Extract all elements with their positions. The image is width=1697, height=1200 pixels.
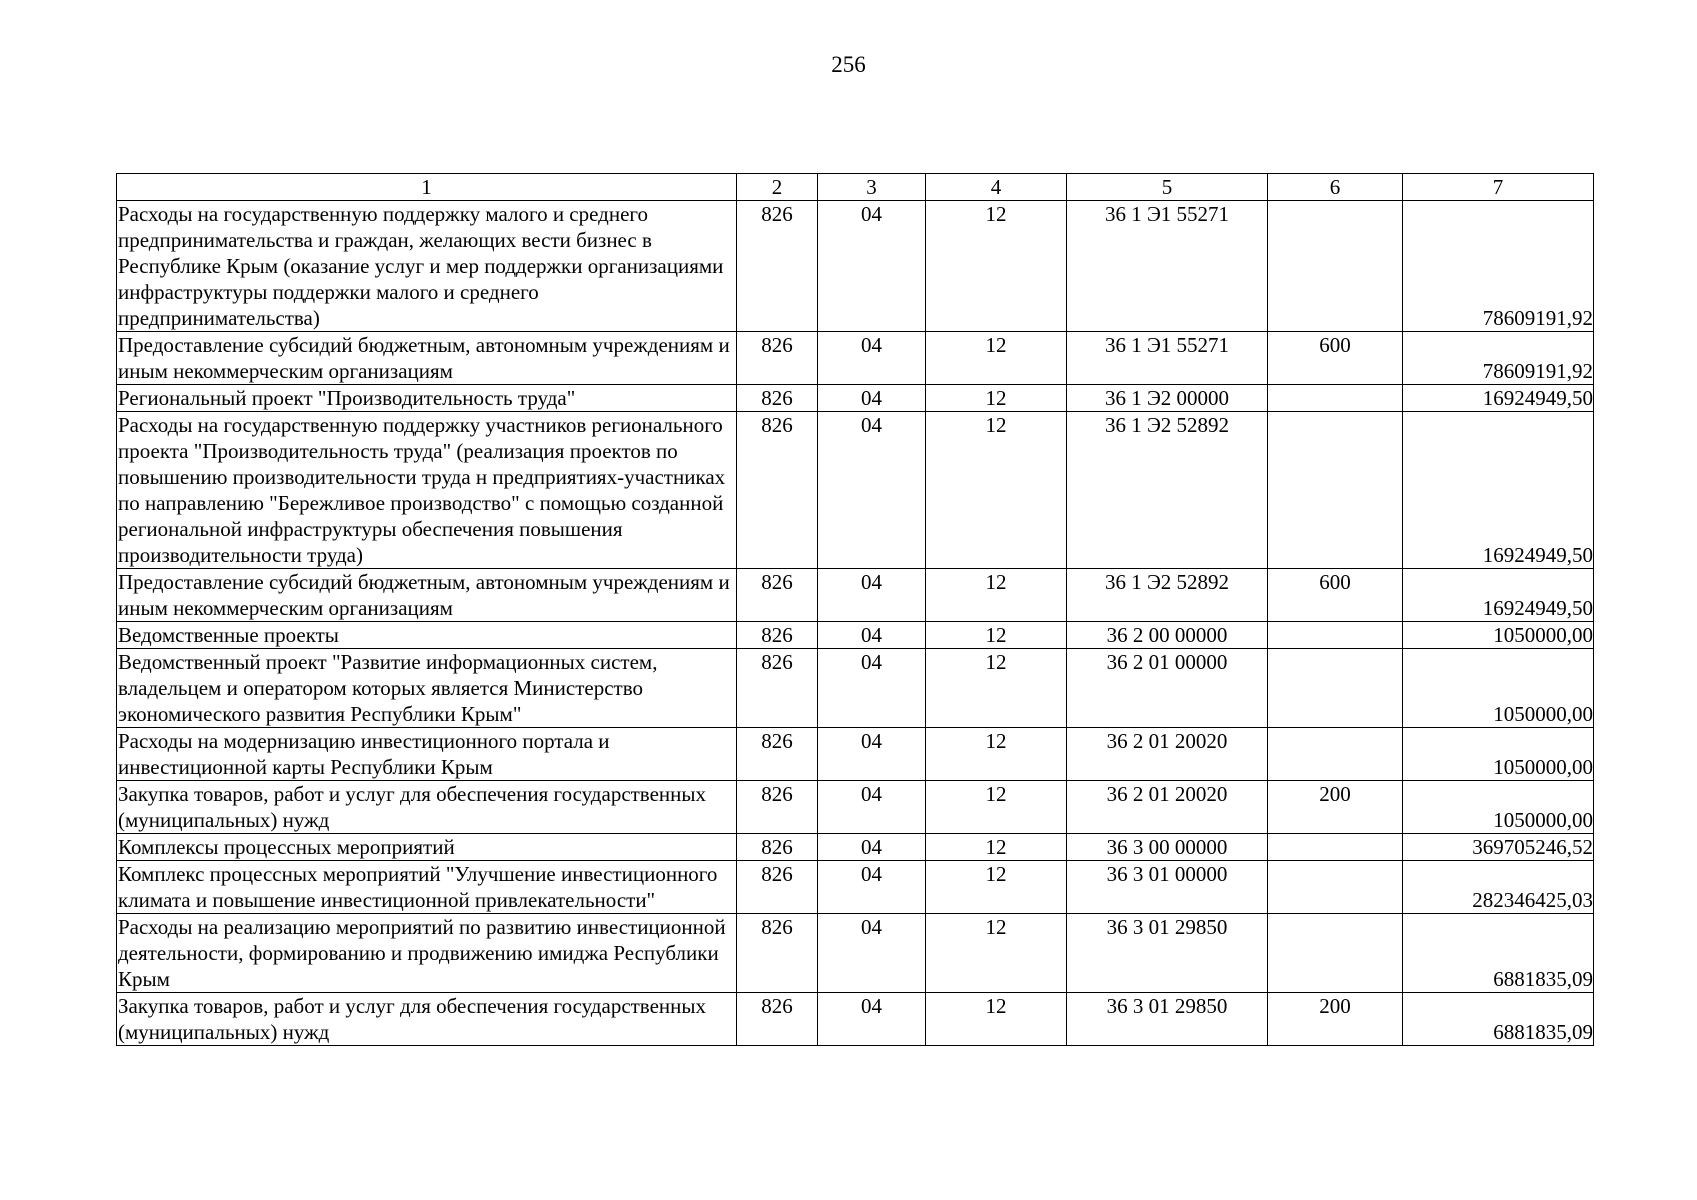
- table-row: [117, 332, 1594, 385]
- cell-item-name: Закупка товаров, работ и услуг для обеспечения государственных (муниципальных) нужд: [117, 993, 737, 1046]
- table-row: [117, 728, 1594, 781]
- cell-amount: 78609191,92: [1403, 201, 1594, 332]
- cell-amount: 1050000,00: [1403, 728, 1594, 781]
- cell-subsection-code: 12: [926, 649, 1067, 728]
- cell-target-article-code: 36 1 Э2 52892: [1067, 412, 1268, 569]
- cell-target-article-code: 36 1 Э1 55271: [1067, 332, 1268, 385]
- cell-expense-type-code: [1268, 914, 1403, 993]
- cell-item-name: Расходы на модернизацию инвестиционного портала и инвестиционной карты Республики Крым: [117, 728, 737, 781]
- cell-ministry-code: 826: [737, 914, 818, 993]
- cell-subsection-code: 12: [926, 201, 1067, 332]
- cell-ministry-code: 826: [737, 993, 818, 1046]
- cell-expense-type-code: [1268, 649, 1403, 728]
- table-row: [117, 649, 1594, 728]
- cell-ministry-code: 826: [737, 834, 818, 861]
- cell-amount: 1050000,00: [1403, 649, 1594, 728]
- cell-target-article-code: 36 2 01 20020: [1067, 728, 1268, 781]
- cell-item-name: Комплекс процессных мероприятий "Улучшение инвестиционного климата и повышение инвестиционной привлекательности": [117, 861, 737, 914]
- cell-section-code: 04: [818, 728, 926, 781]
- cell-section-code: 04: [818, 914, 926, 993]
- cell-item-name: Предоставление субсидий бюджетным, автономным учреждениям и иным некоммерческим организациям: [117, 569, 737, 622]
- cell-item-name: Комплексы процессных мероприятий: [117, 834, 737, 861]
- cell-item-name: Ведомственный проект "Развитие информационных систем, владельцем и оператором которых является Министерство экономического развития Республики Крым": [117, 649, 737, 728]
- cell-amount: 1050000,00: [1403, 781, 1594, 834]
- cell-target-article-code: 36 1 Э2 00000: [1067, 385, 1268, 412]
- cell-subsection-code: 12: [926, 914, 1067, 993]
- cell-item-name: Расходы на государственную поддержку участников регионального проекта "Производительность труда" (реализация проектов по повышению производительности труда н предприятиях-участниках по направлению "Бережливое производство" с помощью созданной региональной инфраструктуры обеспечения повышения производительности труда): [117, 412, 737, 569]
- table-row: [117, 385, 1594, 412]
- cell-ministry-code: 826: [737, 649, 818, 728]
- page-number: 256: [831, 52, 866, 77]
- cell-ministry-code: 826: [737, 781, 818, 834]
- table-row: [117, 412, 1594, 569]
- column-header-3: 3: [818, 174, 926, 201]
- cell-expense-type-code: [1268, 861, 1403, 914]
- cell-item-name: Предоставление субсидий бюджетным, автономным учреждениям и иным некоммерческим организациям: [117, 332, 737, 385]
- cell-amount: 16924949,50: [1403, 569, 1594, 622]
- cell-expense-type-code: [1268, 622, 1403, 649]
- column-header-1: 1: [117, 174, 737, 201]
- cell-amount: 16924949,50: [1403, 412, 1594, 569]
- cell-expense-type-code: [1268, 385, 1403, 412]
- cell-amount: 282346425,03: [1403, 861, 1594, 914]
- cell-subsection-code: 12: [926, 569, 1067, 622]
- cell-section-code: 04: [818, 569, 926, 622]
- cell-ministry-code: 826: [737, 728, 818, 781]
- cell-subsection-code: 12: [926, 834, 1067, 861]
- cell-amount: 1050000,00: [1403, 622, 1594, 649]
- cell-section-code: 04: [818, 385, 926, 412]
- cell-target-article-code: 36 1 Э1 55271: [1067, 201, 1268, 332]
- cell-section-code: 04: [818, 412, 926, 569]
- column-header-4: 4: [926, 174, 1067, 201]
- cell-expense-type-code: 200: [1268, 993, 1403, 1046]
- cell-section-code: 04: [818, 834, 926, 861]
- cell-section-code: 04: [818, 622, 926, 649]
- cell-expense-type-code: [1268, 201, 1403, 332]
- cell-section-code: 04: [818, 332, 926, 385]
- column-header-7: 7: [1403, 174, 1594, 201]
- column-header-2: 2: [737, 174, 818, 201]
- cell-subsection-code: 12: [926, 412, 1067, 569]
- cell-subsection-code: 12: [926, 781, 1067, 834]
- table-row: [117, 914, 1594, 993]
- cell-amount: 369705246,52: [1403, 834, 1594, 861]
- cell-section-code: 04: [818, 201, 926, 332]
- cell-amount: 6881835,09: [1403, 914, 1594, 993]
- table-header-row: [117, 174, 1594, 201]
- column-header-5: 5: [1067, 174, 1268, 201]
- cell-item-name: Ведомственные проекты: [117, 622, 737, 649]
- cell-target-article-code: 36 2 01 00000: [1067, 649, 1268, 728]
- cell-amount: 16924949,50: [1403, 385, 1594, 412]
- cell-target-article-code: 36 3 01 00000: [1067, 861, 1268, 914]
- cell-subsection-code: 12: [926, 622, 1067, 649]
- cell-subsection-code: 12: [926, 861, 1067, 914]
- cell-ministry-code: 826: [737, 622, 818, 649]
- cell-target-article-code: 36 3 00 00000: [1067, 834, 1268, 861]
- cell-item-name: Расходы на государственную поддержку малого и среднего предпринимательства и граждан, желающих вести бизнес в Республике Крым (оказание услуг и мер поддержки организациями инфраструктуры поддержки малого и среднего предпринимательства): [117, 201, 737, 332]
- cell-section-code: 04: [818, 781, 926, 834]
- cell-target-article-code: 36 3 01 29850: [1067, 993, 1268, 1046]
- cell-amount: 6881835,09: [1403, 993, 1594, 1046]
- cell-expense-type-code: 600: [1268, 332, 1403, 385]
- table-row: [117, 201, 1594, 332]
- cell-item-name: Закупка товаров, работ и услуг для обеспечения государственных (муниципальных) нужд: [117, 781, 737, 834]
- column-header-6: 6: [1268, 174, 1403, 201]
- table-row: [117, 622, 1594, 649]
- cell-subsection-code: 12: [926, 332, 1067, 385]
- cell-section-code: 04: [818, 861, 926, 914]
- cell-ministry-code: 826: [737, 412, 818, 569]
- cell-expense-type-code: [1268, 728, 1403, 781]
- cell-ministry-code: 826: [737, 201, 818, 332]
- table-row: [117, 993, 1594, 1046]
- cell-ministry-code: 826: [737, 385, 818, 412]
- cell-target-article-code: 36 2 00 00000: [1067, 622, 1268, 649]
- cell-target-article-code: 36 1 Э2 52892: [1067, 569, 1268, 622]
- table-row: [117, 861, 1594, 914]
- table-row: [117, 781, 1594, 834]
- cell-subsection-code: 12: [926, 385, 1067, 412]
- table-row: [117, 569, 1594, 622]
- cell-section-code: 04: [818, 993, 926, 1046]
- cell-expense-type-code: [1268, 834, 1403, 861]
- cell-item-name: Региональный проект "Производительность труда": [117, 385, 737, 412]
- cell-expense-type-code: 600: [1268, 569, 1403, 622]
- cell-target-article-code: 36 2 01 20020: [1067, 781, 1268, 834]
- cell-subsection-code: 12: [926, 728, 1067, 781]
- cell-subsection-code: 12: [926, 993, 1067, 1046]
- cell-item-name: Расходы на реализацию мероприятий по развитию инвестиционной деятельности, формированию и продвижению имиджа Республики Крым: [117, 914, 737, 993]
- cell-amount: 78609191,92: [1403, 332, 1594, 385]
- cell-section-code: 04: [818, 649, 926, 728]
- cell-ministry-code: 826: [737, 569, 818, 622]
- cell-ministry-code: 826: [737, 861, 818, 914]
- cell-ministry-code: 826: [737, 332, 818, 385]
- table-row: [117, 834, 1594, 861]
- cell-expense-type-code: 200: [1268, 781, 1403, 834]
- cell-expense-type-code: [1268, 412, 1403, 569]
- cell-target-article-code: 36 3 01 29850: [1067, 914, 1268, 993]
- budget-table: [116, 173, 1594, 1046]
